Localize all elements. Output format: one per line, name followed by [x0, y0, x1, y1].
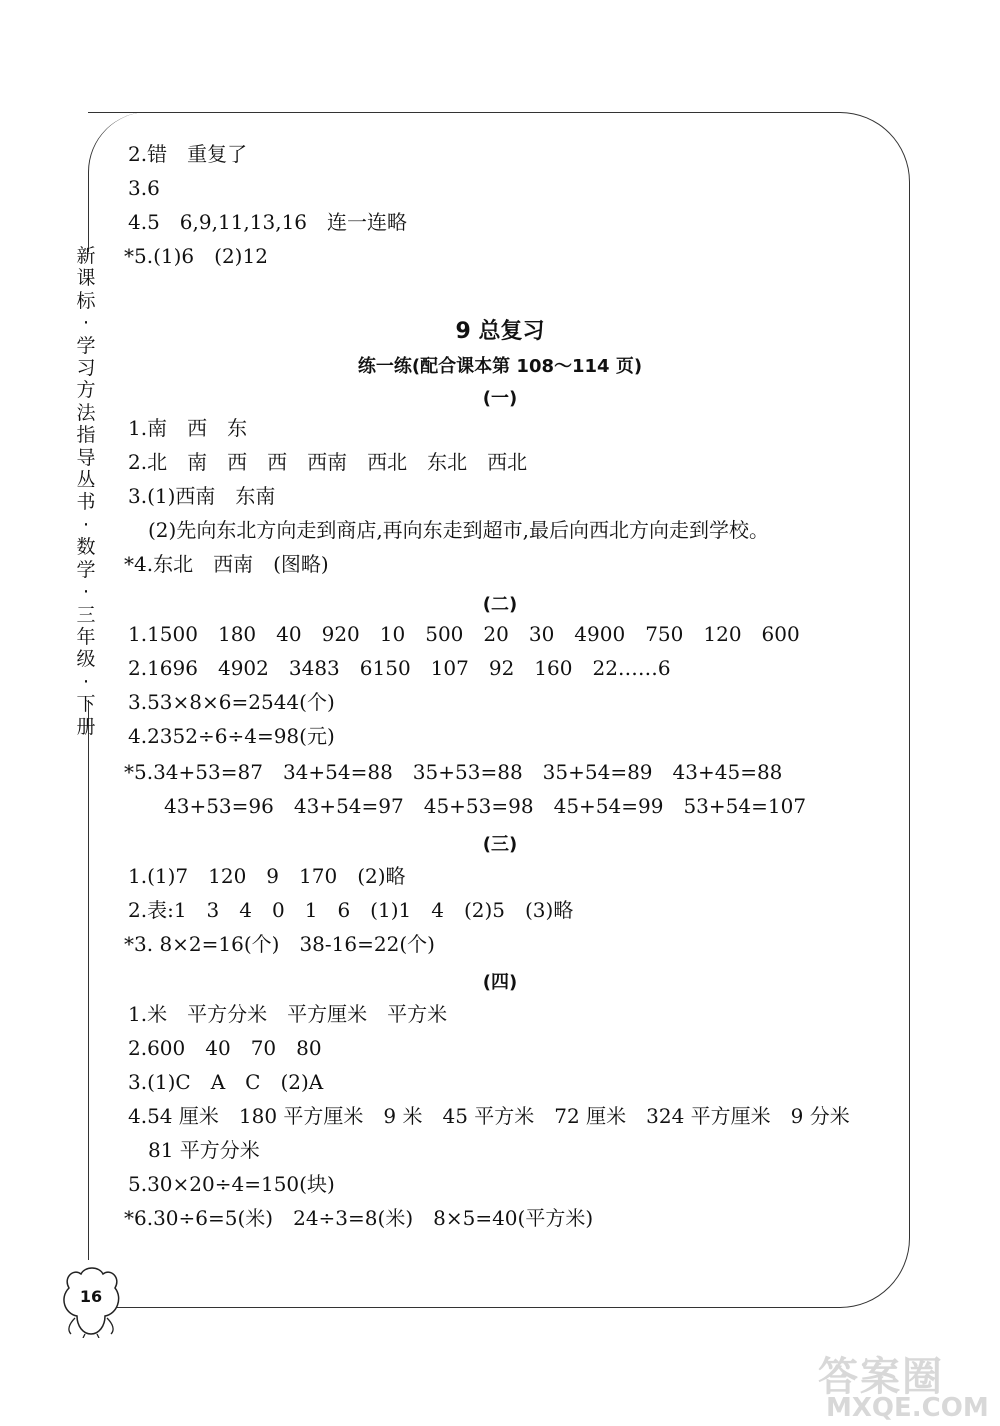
series-title-char: 学: [76, 558, 96, 581]
mascot-page-badge: [55, 1258, 127, 1338]
series-title-char: 丛: [76, 469, 96, 492]
answer-line: 4.5 6,9,11,13,16 连一连略: [128, 210, 408, 234]
answer-line: 1.(1)7 120 9 170 (2)略: [128, 864, 406, 888]
series-title-char: 级: [76, 648, 96, 671]
answer-line: 3.(1)C A C (2)A: [128, 1070, 324, 1094]
chapter-title: 9 总复习: [455, 319, 545, 344]
series-title-char: 书: [76, 491, 96, 514]
answer-line: 5.30×20÷4=150(块): [128, 1172, 335, 1196]
series-title-char: 年: [76, 625, 96, 648]
series-title-char: 标: [76, 289, 96, 312]
watermark: [808, 1345, 998, 1423]
series-title-char: 三: [76, 603, 96, 626]
series-title-char: ·: [82, 581, 90, 604]
answer-line: 2.表:1 3 4 0 1 6 (1)1 4 (2)5 (3)略: [128, 898, 574, 922]
series-title-char: 新: [76, 245, 96, 267]
answer-line: *5.(1)6 (2)12: [124, 244, 268, 268]
series-title-char: 数: [76, 536, 96, 559]
answer-line: 81 平方分米: [148, 1138, 260, 1162]
answer-line: *5.34+53=87 34+54=88 35+53=88 35+54=89 43+45=88: [124, 760, 783, 784]
section-label: (二): [482, 594, 518, 615]
answer-line: 2.错 重复了: [128, 142, 248, 166]
answer-line: *6.30÷6=5(米) 24÷3=8(米) 8×5=40(平方米): [124, 1206, 594, 1230]
series-title-char: 导: [76, 446, 96, 469]
watermark-text: 答案圈: [818, 1354, 944, 1400]
section-label: (一): [482, 388, 518, 409]
answer-line: 1.南 西 东: [128, 416, 248, 440]
watermark-url: MXQE.COM: [826, 1393, 989, 1423]
answer-line: 2.北 南 西 西 西南 西北 东北 西北: [128, 450, 528, 474]
answer-line: 43+53=96 43+54=97 45+53=98 45+54=99 53+54=107: [164, 794, 807, 818]
series-title-char: ·: [82, 670, 90, 693]
series-title-char: 册: [76, 715, 96, 738]
series-title-char: 学: [76, 334, 96, 357]
answer-line: 4.54 厘米 180 平方厘米 9 米 45 平方米 72 厘米 324 平方厘米 9 分米: [128, 1104, 850, 1128]
answer-line: 2.1696 4902 3483 6150 107 92 160 22……6: [128, 656, 671, 680]
page-number: 16: [79, 1287, 103, 1306]
answer-line: 3.(1)西南 东南: [128, 484, 276, 508]
answer-line: 1.米 平方分米 平方厘米 平方米: [128, 1002, 448, 1026]
answer-line: 4.2352÷6÷4=98(元): [128, 724, 335, 748]
practice-title: 练一练(配合课本第 108～114 页): [357, 356, 643, 377]
series-title-char: 法: [76, 401, 96, 424]
series-title-char: 下: [76, 693, 96, 716]
answer-line: *3. 8×2=16(个) 38-16=22(个): [124, 932, 435, 956]
answer-line: (2)先向东北方向走到商店,再向东走到超市,最后向西北方向走到学校。: [148, 518, 770, 542]
answer-line: 3.6: [128, 176, 160, 200]
series-title-char: 指: [76, 424, 96, 447]
series-title-char: ·: [82, 312, 90, 335]
series-title-char: ·: [82, 513, 90, 536]
series-title-char: 方: [76, 379, 96, 402]
series-title-char: 习: [76, 357, 96, 380]
series-title-char: 课: [76, 267, 96, 290]
answer-line: 3.53×8×6=2544(个): [128, 690, 335, 714]
answer-line: 2.600 40 70 80: [128, 1036, 322, 1060]
answer-line: 1.1500 180 40 920 10 500 20 30 4900 750 120 600: [128, 622, 800, 646]
section-label: (四): [482, 972, 518, 993]
answer-line: *4.东北 西南 (图略): [124, 552, 329, 576]
section-label: (三): [482, 834, 518, 855]
